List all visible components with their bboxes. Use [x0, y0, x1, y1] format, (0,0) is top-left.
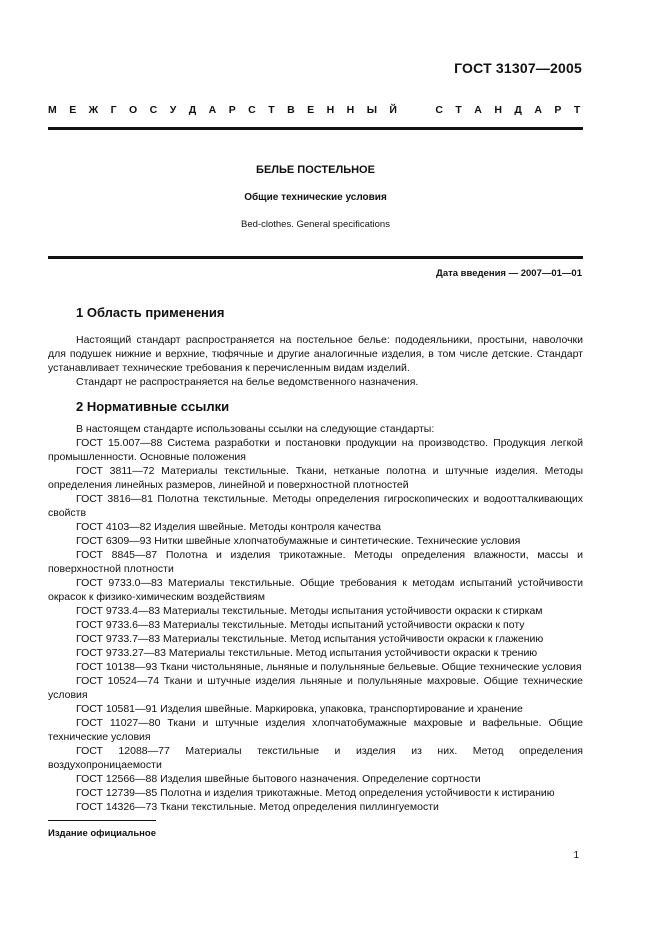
reference-item: ГОСТ 10581—91 Изделия швейные. Маркировка, упаковка, транспортирование и хранение — [76, 703, 523, 715]
reference-item: ГОСТ 12739—85 Полотна и изделия трикотажные. Метод определения устойчивости к истиранию — [76, 787, 555, 799]
heading-letter: Е — [307, 104, 315, 116]
official-edition-note: Издание официальное — [48, 828, 156, 839]
heading-letter: С — [149, 104, 158, 116]
heading-letter: Й — [389, 104, 398, 116]
reference-item: ГОСТ 9733.4—83 Материалы текстильные. Методы испытания устойчивости окраски к стиркам — [76, 605, 543, 617]
reference-item: ГОСТ 12566—88 Изделия швейные бытового назначения. Определение сортности — [76, 773, 481, 785]
heading-letter: Г — [110, 104, 118, 116]
section-2-heading: 2 Нормативные ссылки — [76, 399, 230, 414]
section-1-paragraph: Стандарт не распространяется на белье ведомственного назначения. — [76, 376, 419, 388]
reference-item: ГОСТ 9733.27—83 Материалы текстильные. Метод испытания устойчивости окраски к трению — [76, 647, 538, 659]
heading-letter: У — [169, 104, 177, 116]
heading-letter: С — [248, 104, 257, 116]
reference-item: ГОСТ 9733.0—83 Материалы текстильные. Общие требования к методам испытаний устойчивости окрасок к физико-химическим воздействиям — [48, 577, 583, 603]
heading-letter: Ы — [366, 104, 378, 116]
heading-letter: Т — [268, 104, 276, 116]
heading-letter: М — [48, 104, 58, 116]
heading-letter: Т — [573, 104, 581, 116]
reference-item: ГОСТ 8845—87 Полотна и изделия трикотажные. Методы определения влажности, массы и поверхностной плотности — [48, 549, 583, 575]
references-intro: В настоящем стандарте использованы ссылки на следующие стандарты: — [76, 423, 435, 435]
heading-letter: Н — [326, 104, 335, 116]
document-title: БЕЛЬЕ ПОСТЕЛЬНОЕ — [256, 164, 375, 176]
english-title: Bed-clothes. General specifications — [241, 219, 390, 230]
reference-item: ГОСТ 11027—80 Ткани и штучные изделия хлопчатобумажные махровые и вафельные. Общие технические условия — [48, 717, 583, 743]
heading-letter: Т — [455, 104, 463, 116]
reference-item: ГОСТ 14326—73 Ткани текстильные. Метод определения пиллингуемости — [76, 801, 439, 813]
heading-letter: Е — [69, 104, 77, 116]
reference-item: ГОСТ 3811—72 Материалы текстильные. Ткани, нетканые полотна и штучные изделия. Методы определения линейных размеров, линейной и поверхностной плотностей — [48, 465, 583, 491]
reference-item: ГОСТ 9733.7—83 Материалы текстильные. Метод испытания устойчивости окраски к глажению — [76, 633, 544, 645]
introduction-date: Дата введения — 2007—01—01 — [436, 268, 582, 279]
reference-item: ГОСТ 4103—82 Изделия швейные. Методы контроля качества — [76, 521, 381, 533]
heading-letter: А — [208, 104, 217, 116]
document-subtitle: Общие технические условия — [244, 192, 387, 203]
heading-letter: Д — [188, 104, 197, 116]
section-1-paragraph: Настоящий стандарт распространяется на постельное белье: пододеяльники, простыни, наволочки для подушек нижние и верхние, тюфячные и другие аналогичные изделия, в том числе детские. Стандарт устанавливает технические требования к перечисленным видам изделий. — [48, 334, 583, 374]
section-1-heading: 1 Область применения — [76, 305, 225, 320]
page-number: 1 — [573, 850, 579, 861]
heading-letter: Н — [346, 104, 355, 116]
reference-item: ГОСТ 10524—74 Ткани и штучные изделия льняные и полульняные махровые. Общие технические условия — [48, 675, 583, 701]
reference-item: ГОСТ 3816—81 Полотна текстильные. Методы определения гигроскопических и водоотталкивающих свойств — [48, 493, 583, 519]
heading-letter: С — [435, 104, 444, 116]
footer-rule — [48, 820, 156, 821]
reference-item: ГОСТ 12088—77 Материалы текстильные и изделия из них. Метод определения воздухопроницаемости — [48, 745, 583, 771]
heading-letter: Ж — [88, 104, 99, 116]
heading-letter: В — [287, 104, 296, 116]
heading-letter: Р — [554, 104, 562, 116]
header-rule — [48, 127, 583, 130]
section-1-body — [48, 333, 583, 389]
reference-item: ГОСТ 15.007—88 Система разработки и постановки продукции на производство. Продукция легкой промышленности. Основные положения — [48, 437, 583, 463]
interstate-standard-heading — [48, 104, 581, 116]
heading-letter — [409, 104, 423, 116]
reference-item: ГОСТ 9733.6—83 Материалы текстильные. Методы испытаний устойчивости окраски к поту — [76, 619, 525, 631]
heading-letter: Н — [494, 104, 503, 116]
document-code: ГОСТ 31307—2005 — [454, 60, 582, 76]
normative-references — [48, 422, 583, 814]
heading-letter: А — [534, 104, 543, 116]
heading-letter: Р — [228, 104, 237, 116]
heading-letter: Д — [514, 104, 523, 116]
reference-item: ГОСТ 10138—93 Ткани чистольняные, льняные и полульняные бельевые. Общие технические условия — [76, 661, 582, 673]
reference-item: ГОСТ 6309—93 Нитки швейные хлопчатобумажные и синтетические. Технические условия — [76, 535, 521, 547]
title-rule — [48, 256, 583, 259]
heading-letter: А — [474, 104, 483, 116]
heading-letter: О — [129, 104, 138, 116]
